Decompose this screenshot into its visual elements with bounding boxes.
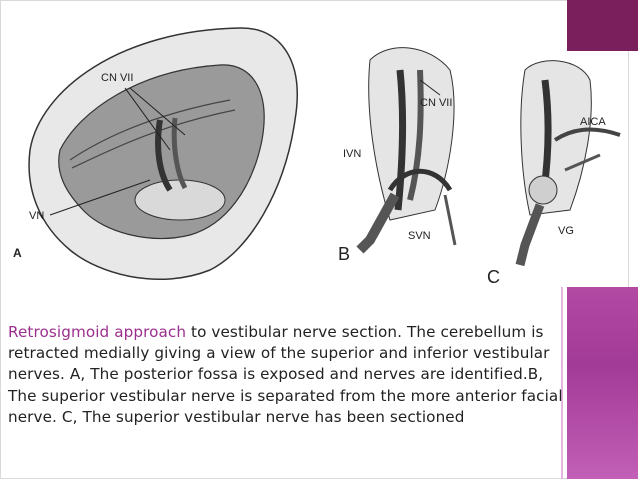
label-aica: AICA [580, 116, 606, 128]
label-svn: SVN [408, 230, 431, 242]
figure-caption [8, 322, 563, 428]
caption-highlight: Retrosigmoid approach [8, 323, 187, 341]
panel-b-letter: B [338, 244, 351, 264]
label-ivn: IVN [343, 148, 362, 160]
panel-c-letter: C [487, 267, 500, 287]
panel-a-drawing [0, 0, 320, 300]
label-vn: VN [29, 210, 45, 222]
side-accent-bar [567, 287, 638, 479]
panel-a-letter: A [13, 246, 22, 260]
panel-a-illustration [0, 0, 320, 300]
label-vg: VG [558, 225, 574, 237]
label-cn7-b: CN VII [420, 97, 453, 109]
panel-c-illustration [480, 0, 630, 300]
label-cn7-a: CN VII [101, 72, 134, 84]
caption-body: to vestibular nerve section. The cerebellum is retracted medially giving a view of the superior and inferior vestibular nerves. A, The posterior fossa is exposed and nerves are identified.B, The superior vestibular nerve is separated from the more anterior facial nerve. C, The superior vestibular nerve has been sectioned [8, 323, 563, 426]
panel-c-drawing [480, 0, 630, 300]
